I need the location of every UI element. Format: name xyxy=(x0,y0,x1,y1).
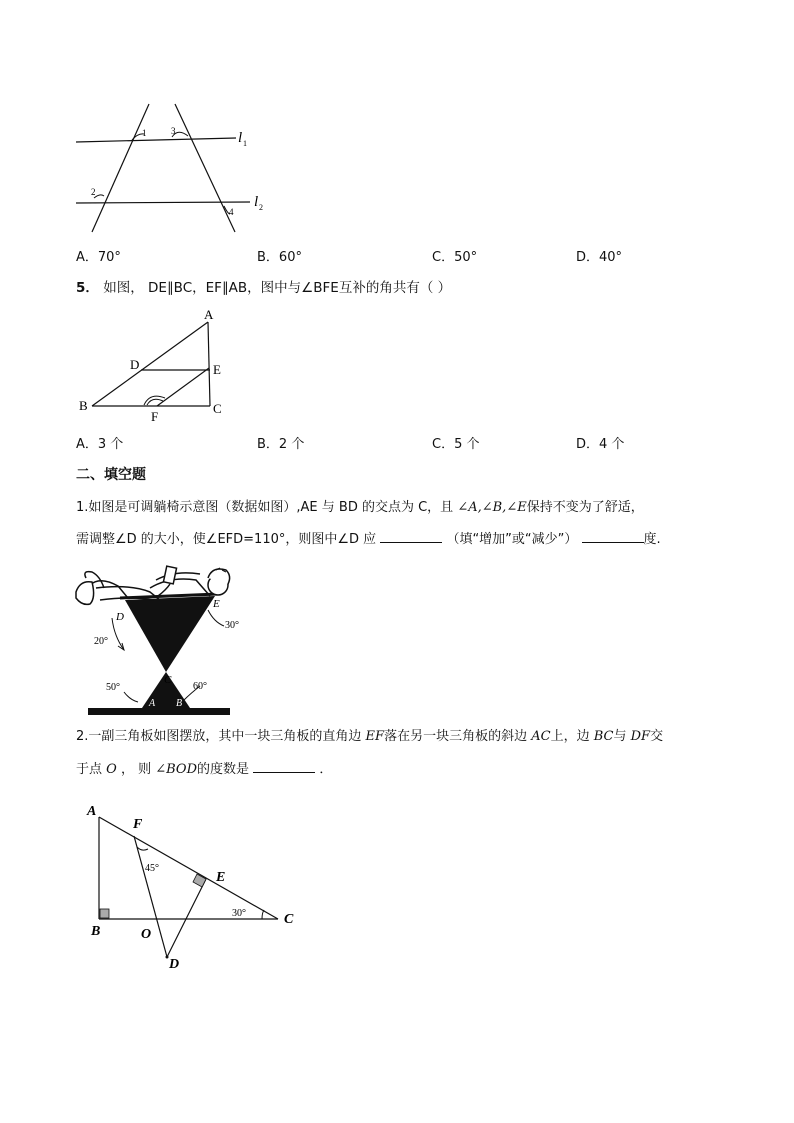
q4-line-l1: l xyxy=(238,130,243,146)
q4-option-a: A．70° xyxy=(76,250,121,265)
f2-label-A: A xyxy=(87,804,97,819)
f2-line1-c: 上，边 xyxy=(550,729,590,744)
f2-label-B: B xyxy=(91,924,101,939)
f2-line1-e: 交 xyxy=(650,729,664,744)
f1-label-B: B xyxy=(176,698,183,709)
q4-angle-1: 1 xyxy=(142,128,147,138)
f2-label-C: C xyxy=(284,912,294,927)
q5-label-B: B xyxy=(79,398,88,413)
f1-line2-c: 度. xyxy=(643,532,661,547)
q5-option-c: C．5 个 xyxy=(432,437,480,452)
q5-stem: 如图， DE∥BC，EF∥AB，图中与∠BFE互补的角共有（ ） xyxy=(103,280,452,296)
f2-line2-c: 的度数是 xyxy=(197,762,250,777)
q5-option-d: D．4 个 xyxy=(576,437,625,452)
f1-label-A: A xyxy=(149,698,156,709)
f2-EF: EF xyxy=(365,729,385,744)
f2-line2-d: ． xyxy=(319,762,333,777)
f2-line2-a: 于点 xyxy=(76,762,103,777)
f1-label-E: E xyxy=(213,598,220,610)
f2-line2-b: ， 则 xyxy=(120,762,152,777)
f1-line1-math: ∠A,∠B,∠E xyxy=(457,500,527,515)
f1-label-C: C xyxy=(164,674,172,686)
f1-angle-30: 30° xyxy=(225,620,239,631)
f2-line1-a: 2.一副三角板如图摆放，其中一块三角板的直角边 xyxy=(76,729,362,744)
q4-angle-2: 2 xyxy=(91,187,96,197)
f1-line1-a: 1.如图是可调躺椅示意图（数据如图） xyxy=(76,500,297,515)
f2-O: O xyxy=(106,762,117,777)
q4-line-l1-sub: 1 xyxy=(243,139,247,148)
q4-angle-4: 4 xyxy=(229,207,234,217)
q4-angle-3: 3 xyxy=(171,126,176,136)
f2-AC: AC xyxy=(531,729,551,744)
q5-option-a: A．3 个 xyxy=(76,437,124,452)
section-title: 二、填空题 xyxy=(76,467,146,483)
f1-line2-a: 需调整∠D 的大小，使∠EFD=110°，则图中∠D 应 xyxy=(76,532,377,547)
f2-line1-d: 与 xyxy=(613,729,627,744)
f1-angle-20: 20° xyxy=(94,636,108,647)
f2-DF: DF xyxy=(630,729,651,744)
f1-angle-60: 60° xyxy=(193,681,207,692)
f2-angle-45: 45° xyxy=(145,863,159,874)
f2-line1-b: 落在另一块三角板的斜边 xyxy=(384,729,528,744)
f1-line1-c: 保持不变为了舒适， xyxy=(526,500,644,515)
f2-label-F: F xyxy=(133,817,143,832)
q5-label-A: A xyxy=(204,307,214,322)
f2-angle: ∠BOD xyxy=(155,762,198,777)
q5-label-C: C xyxy=(213,401,222,416)
q4-option-d: D．40° xyxy=(576,250,623,265)
f2-angle-30: 30° xyxy=(232,908,246,919)
q4-line-l2-sub: 2 xyxy=(259,203,263,212)
q5-label-E: E xyxy=(213,362,221,377)
q5-number: 5． xyxy=(76,280,99,296)
f1-angle-50: 50° xyxy=(106,682,120,693)
f1-label-D: D xyxy=(116,611,124,623)
f2-label-O: O xyxy=(141,927,152,942)
q5-label-F: F xyxy=(151,409,159,424)
f2-BC: BC xyxy=(593,729,614,744)
f1-line1-b: ,AE 与 BD 的交点为 C，且 xyxy=(296,500,454,515)
q5-label-D: D xyxy=(130,357,140,372)
q4-option-b: B．60° xyxy=(257,250,302,265)
f2-label-E: E xyxy=(216,870,226,885)
q4-line-l2: l xyxy=(254,194,259,210)
f1-line2-b: （填“增加”或“减少”） xyxy=(446,532,578,547)
q4-option-c: C．50° xyxy=(432,250,478,265)
q5-option-b: B．2 个 xyxy=(257,437,305,452)
f2-label-D: D xyxy=(169,957,180,972)
